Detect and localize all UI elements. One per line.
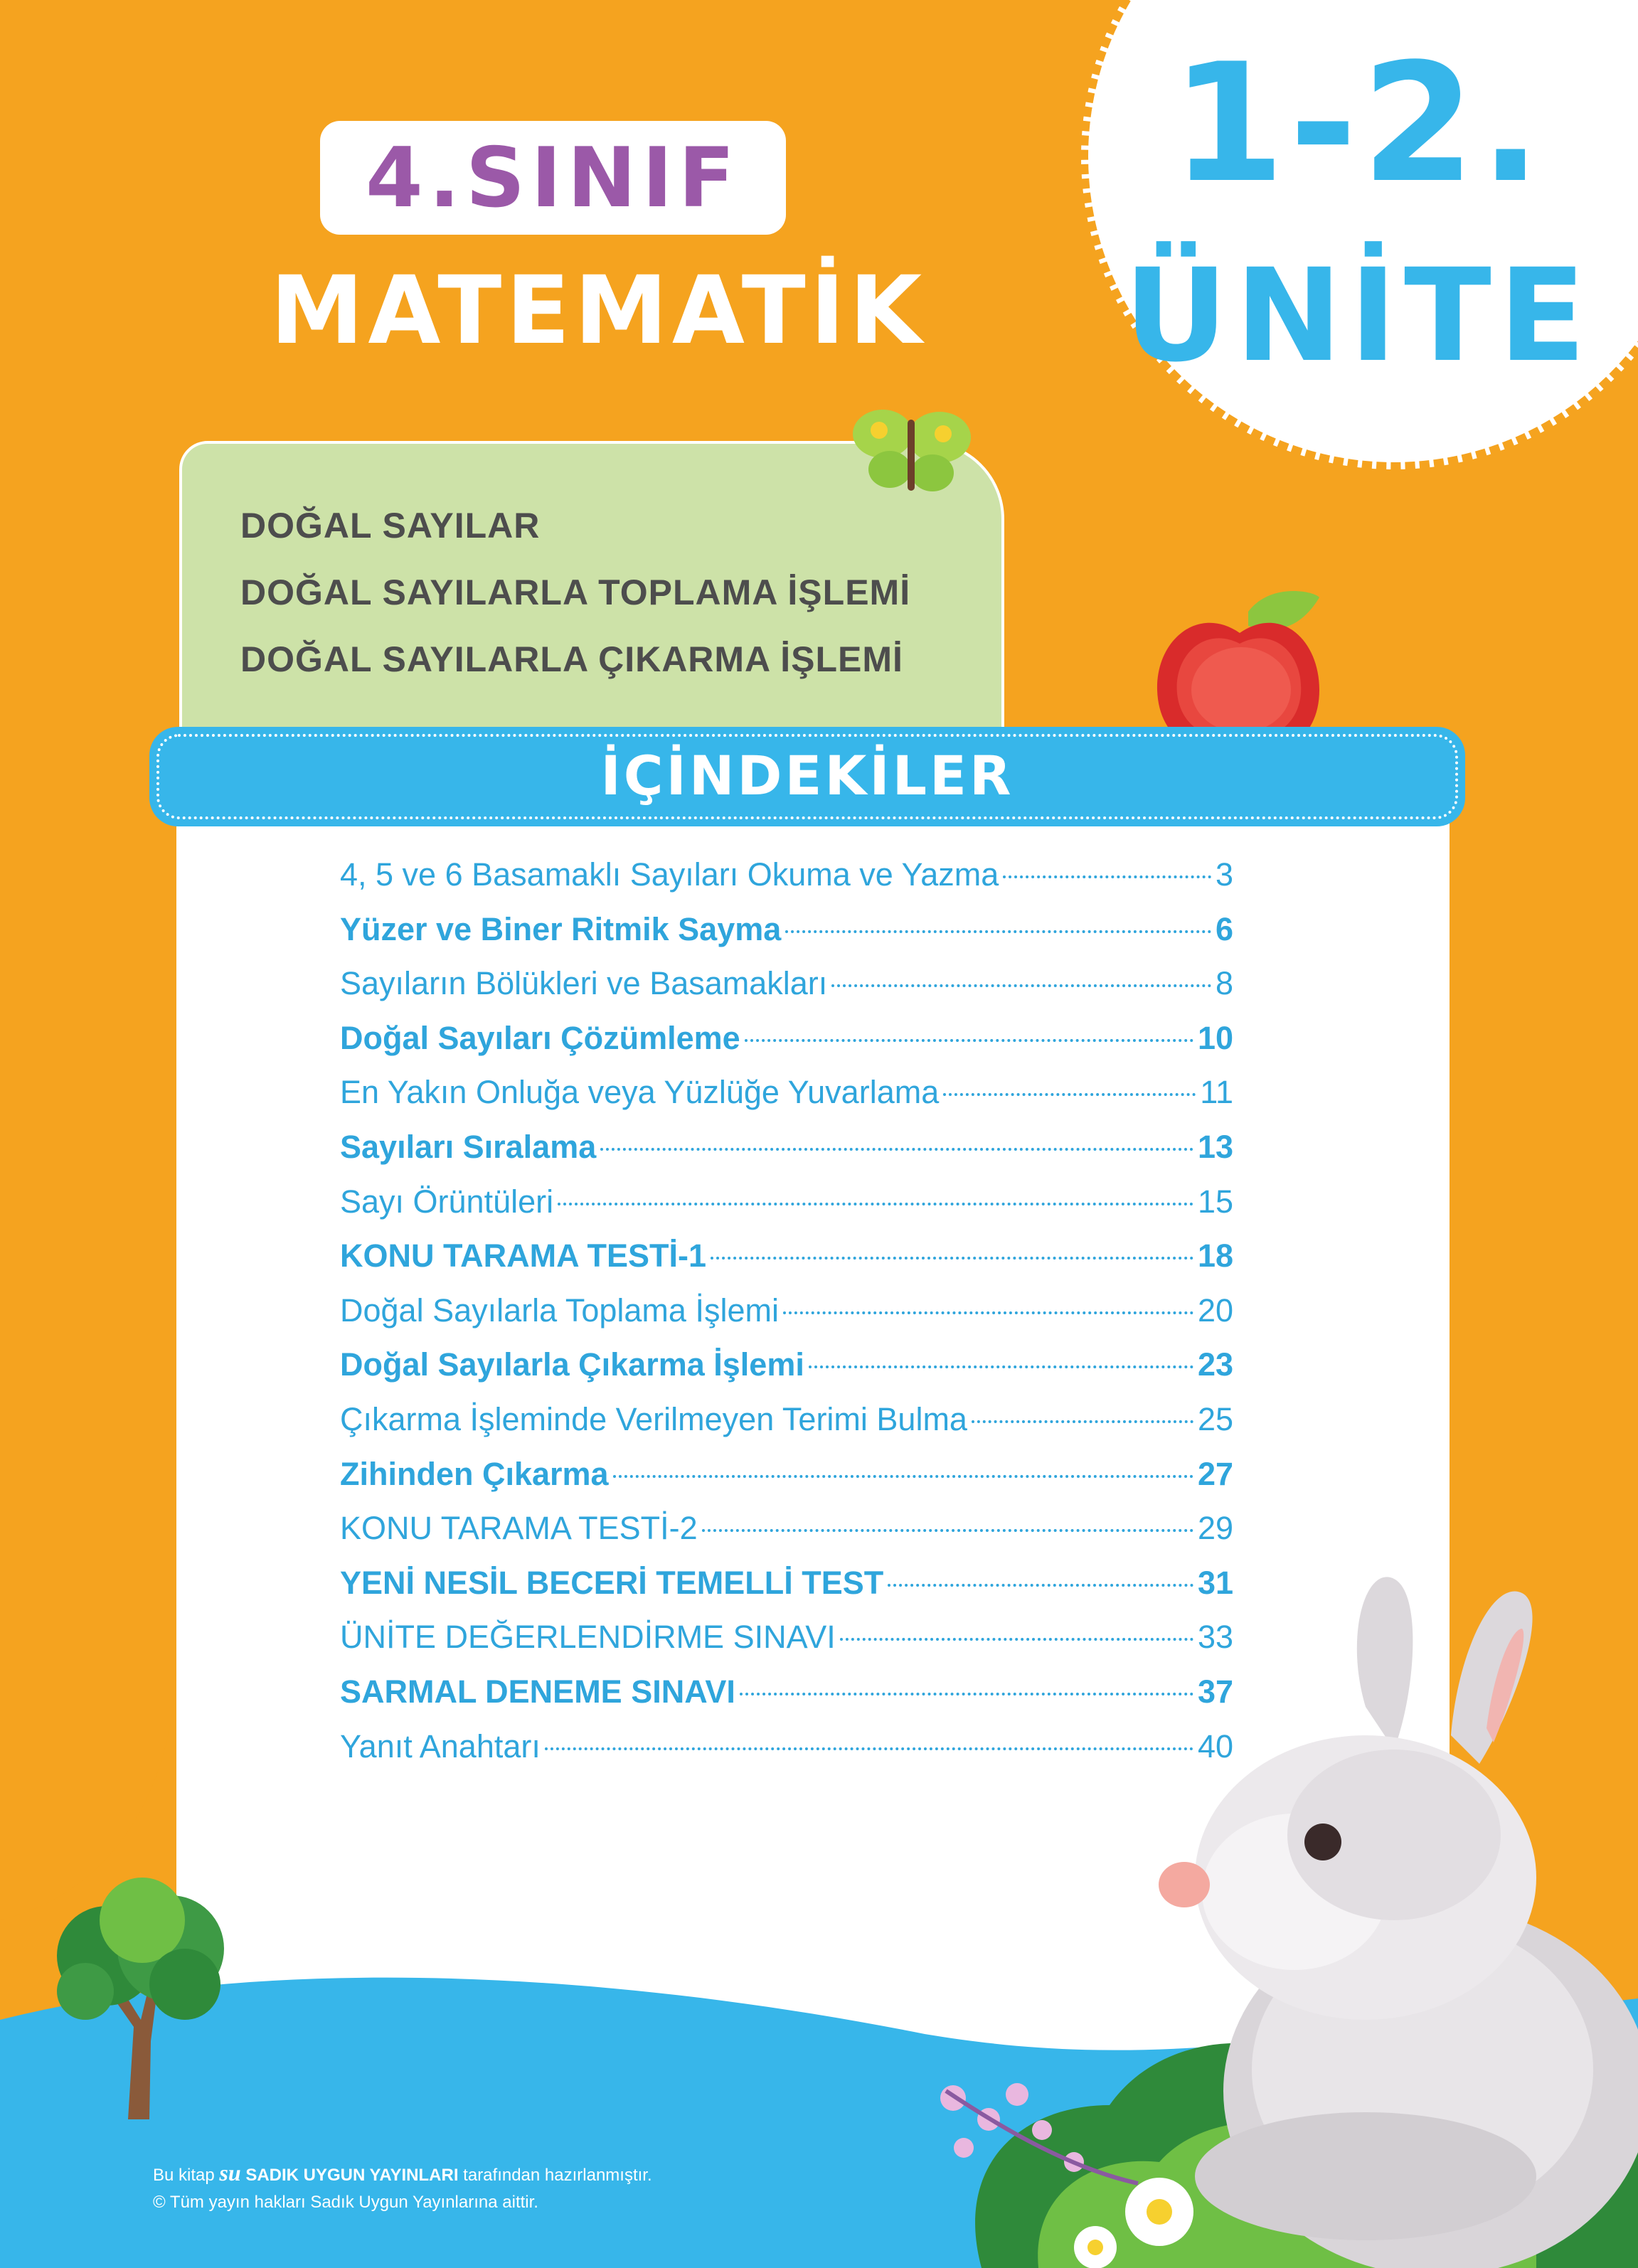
unit-word: ÜNİTE (1124, 242, 1593, 390)
toc-entry[interactable] (340, 1129, 1233, 1183)
toc-entry[interactable] (340, 1728, 1233, 1783)
toc-entry[interactable] (340, 856, 1233, 911)
toc-entry-page: 8 (1215, 965, 1233, 1002)
leader-dots (888, 1584, 1193, 1587)
toc-entry-label: En Yakın Onluğa veya Yüzlüğe Yuvarlama (340, 1074, 940, 1111)
unit-number: 1-2. (1171, 29, 1546, 219)
toc-entry-page: 20 (1197, 1292, 1233, 1329)
publisher-name: SADIK UYGUN YAYINLARI (245, 2166, 459, 2185)
leader-dots (702, 1529, 1193, 1532)
toc-entry[interactable] (340, 1237, 1233, 1292)
toc-entry-label: ÜNİTE DEĞERLENDİRME SINAVI (340, 1619, 836, 1656)
leader-dots (711, 1257, 1193, 1260)
leader-dots (831, 984, 1211, 987)
topic-item: DOĞAL SAYILARLA ÇIKARMA İŞLEMİ (240, 639, 903, 679)
toc-entry-page: 33 (1197, 1619, 1233, 1656)
toc-entry-page: 40 (1197, 1727, 1233, 1764)
toc-entry-page: 31 (1197, 1564, 1233, 1601)
toc-entry-label: YENİ NESİL BECERİ TEMELLİ TEST (340, 1564, 884, 1601)
toc-entry-label: Doğal Sayılarla Toplama İşlemi (340, 1292, 779, 1329)
toc-entry[interactable] (340, 1401, 1233, 1456)
orange-curve (0, 782, 341, 1920)
toc-entry-label: Yanıt Anahtarı (340, 1727, 541, 1764)
toc-list (340, 856, 1233, 1782)
leader-dots (600, 1148, 1193, 1151)
toc-entry[interactable] (340, 1346, 1233, 1401)
tree-illustration (43, 1878, 249, 2134)
toc-entry-label: Sayıların Bölükleri ve Basamakları (340, 965, 828, 1002)
leader-dots (943, 1093, 1196, 1096)
subject-title: MATEMATİK (270, 256, 927, 366)
toc-entry-page: 10 (1197, 1019, 1233, 1056)
leader-dots (745, 1039, 1193, 1042)
toc-entry-label: Çıkarma İşleminde Verilmeyen Terimi Bulma (340, 1400, 967, 1437)
toc-entry-label: Sayıları Sıralama (340, 1128, 597, 1165)
toc-entry[interactable] (340, 1183, 1233, 1238)
toc-entry-label: Zihinden Çıkarma (340, 1455, 609, 1492)
copyright-text: © Tüm yayın hakları Sadık Uygun Yayınlarına aittir. (153, 2193, 538, 2212)
leader-dots (1003, 875, 1211, 878)
toc-entry-page: 25 (1197, 1400, 1233, 1437)
toc-entry-page: 23 (1197, 1346, 1233, 1383)
toc-entry-page: 15 (1197, 1183, 1233, 1220)
toc-entry[interactable] (340, 1510, 1233, 1565)
footer (153, 2159, 652, 2216)
toc-entry-page: 13 (1197, 1128, 1233, 1165)
toc-entry-page: 18 (1197, 1237, 1233, 1274)
leader-dots (740, 1693, 1193, 1695)
grade-badge (320, 121, 786, 235)
footer-suffix: tarafından hazırlanmıştır. (463, 2166, 652, 2185)
toc-entry[interactable] (340, 1074, 1233, 1129)
leader-dots (783, 1311, 1193, 1314)
toc-entry-label: SARMAL DENEME SINAVI (340, 1673, 735, 1710)
grade-label: 4.SINIF (366, 129, 740, 226)
toc-entry-label: KONU TARAMA TESTİ-2 (340, 1510, 698, 1547)
topic-item: DOĞAL SAYILAR (240, 506, 541, 545)
toc-entry[interactable] (340, 1292, 1233, 1347)
toc-entry[interactable] (340, 965, 1233, 1020)
publisher-logo: su (219, 2160, 241, 2186)
toc-entry-page: 3 (1215, 856, 1233, 893)
toc-entry-label: Yüzer ve Biner Ritmik Sayma (340, 910, 782, 947)
toc-entry-label: KONU TARAMA TESTİ-1 (340, 1237, 706, 1274)
toc-entry[interactable] (340, 1456, 1233, 1511)
toc-header (149, 727, 1465, 826)
topic-item: DOĞAL SAYILARLA TOPLAMA İŞLEMİ (240, 573, 911, 612)
butterfly-icon (851, 398, 972, 505)
leader-dots (613, 1475, 1193, 1478)
toc-entry[interactable] (340, 1020, 1233, 1075)
toc-entry-label: Doğal Sayıları Çözümleme (340, 1019, 740, 1056)
footer-prefix: Bu kitap (153, 2166, 215, 2185)
toc-entry-label: Sayı Örüntüleri (340, 1183, 554, 1220)
leader-dots (785, 930, 1211, 933)
toc-entry-page: 29 (1197, 1510, 1233, 1547)
toc-entry-page: 27 (1197, 1455, 1233, 1492)
toc-entry[interactable] (340, 911, 1233, 966)
toc-entry-page: 37 (1197, 1673, 1233, 1710)
toc-entry-page: 11 (1200, 1074, 1233, 1111)
leader-dots (840, 1638, 1193, 1641)
toc-entry[interactable] (340, 1565, 1233, 1619)
toc-entry-label: 4, 5 ve 6 Basamaklı Sayıları Okuma ve Yazma (340, 856, 999, 893)
toc-entry-label: Doğal Sayılarla Çıkarma İşlemi (340, 1346, 804, 1383)
footer-line-1 (153, 2159, 652, 2189)
leader-dots (809, 1365, 1193, 1368)
toc-entry[interactable] (340, 1619, 1233, 1673)
leader-dots (558, 1203, 1193, 1205)
leader-dots (972, 1420, 1193, 1423)
toc-entry-page: 6 (1215, 910, 1233, 947)
toc-title: İÇİNDEKİLER (600, 744, 1014, 807)
leader-dots (545, 1747, 1193, 1750)
toc-entry[interactable] (340, 1673, 1233, 1728)
